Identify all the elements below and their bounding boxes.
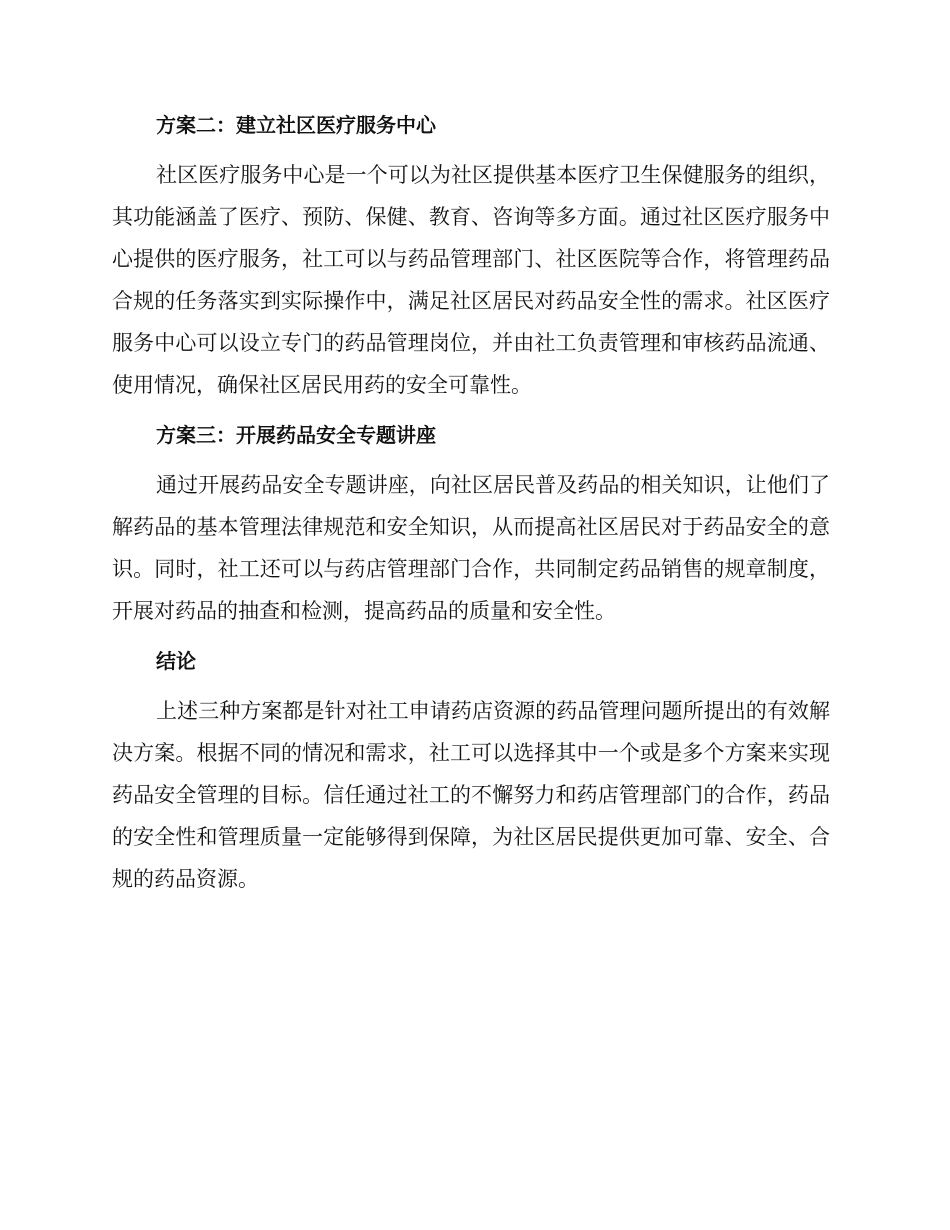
section-paragraph: 通过开展药品安全专题讲座，向社区居民普及药品的相关知识，让他们了解药品的基本管理法律规范和安全知识，从而提高社区居民对于药品安全的意识。同时，社工还可以与药店管理部门合作，共同制定药品销售的规章制度，开展对药品的抽查和检测，提高药品的质量和安全性。 (112, 473, 830, 623)
section-heading: 方案三：开展药品安全专题讲座 (156, 423, 436, 447)
section-heading: 方案二：建立社区医疗服务中心 (156, 113, 436, 137)
section-conclusion (112, 640, 830, 900)
section-paragraph: 社区医疗服务中心是一个可以为社区提供基本医疗卫生保健服务的组织，其功能涵盖了医疗、预防、保健、教育、咨询等多方面。通过社区医疗服务中心提供的医疗服务，社工可以与药品管理部门、社区医院等合作，将管理药品合规的任务落实到实际操作中，满足社区居民对药品安全性的需求。社区医疗服务中心可以设立专门的药品管理岗位，并由社工负责管理和审核药品流通、使用情况，确保社区居民用药的安全可靠性。 (112, 163, 830, 397)
section-plan-three (112, 414, 830, 632)
section-heading: 结论 (156, 649, 196, 673)
section-plan-two (112, 104, 830, 406)
document-page (112, 104, 830, 908)
section-paragraph: 上述三种方案都是针对社工申请药店资源的药品管理问题所提出的有效解决方案。根据不同的情况和需求，社工可以选择其中一个或是多个方案来实现药品安全管理的目标。信任通过社工的不懈努力和药店管理部门的合作，药品的安全性和管理质量一定能够得到保障，为社区居民提供更加可靠、安全、合规的药品资源。 (112, 699, 830, 891)
